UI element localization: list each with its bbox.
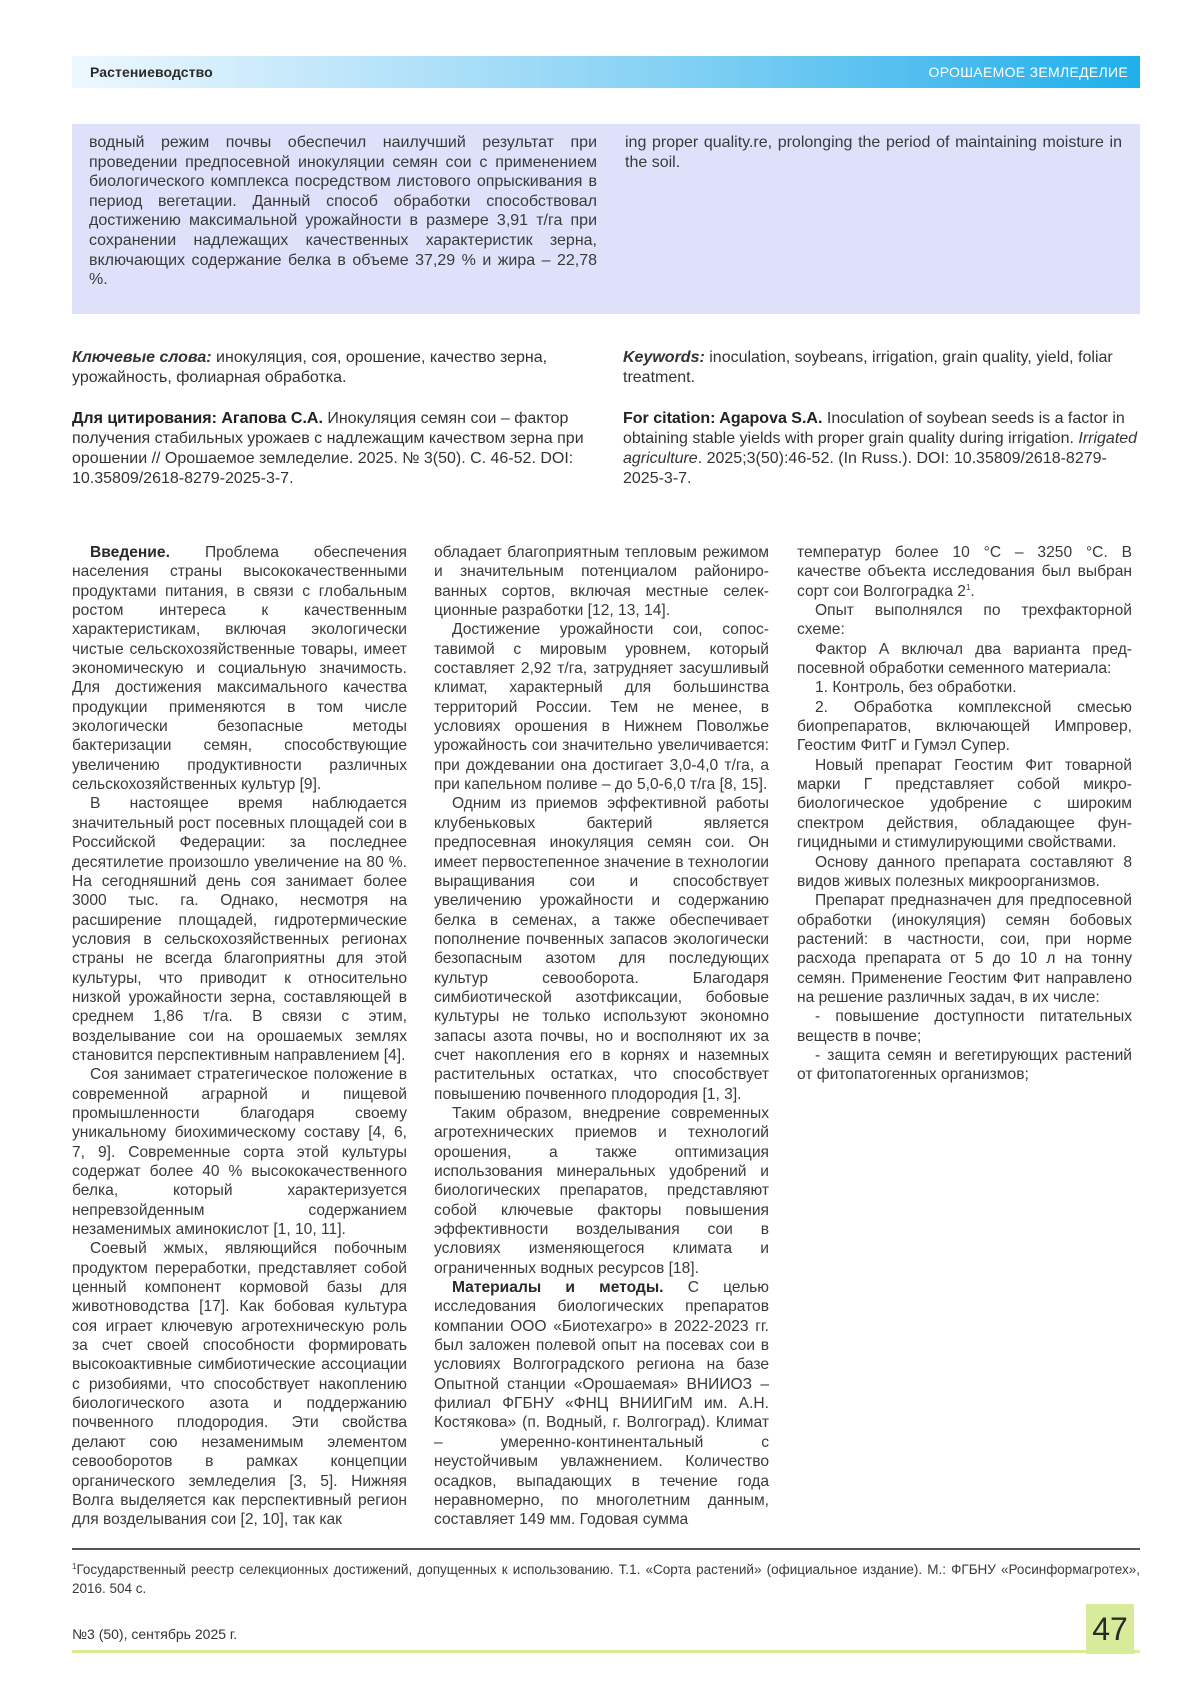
methods-paragraph: Материалы и методы. С целью исследования биологических препаратов компании ООО «Биотехагро» в 2022-2023 гг. был заложен полевой опыт на посевах сои в условиях Волгоградского региона на базе Опытной станции «Орошаемая» ВНИИОЗ – филиал ФГБНУ «ФНЦ ВНИИГиМ им. А.Н. Костякова» (п. Водный, г. Волгоград). Климат – умеренно-континентальный с неустойчивым увлажнением. Количество осадков, выпадающих в течение года неравномерно, по многолетним данным, составляет 149 мм. Годовая сумма (434, 1279, 769, 1529)
citation-en-text-1: Inoculation of soybean seeds is a factor in obtaining stable yields with proper grain quality during irrigation. (623, 410, 1125, 447)
intro-paragraph: Введение. Проблема обеспечения населения страны высококачественными продуктами питания, в связи с глобальным ростом интереса к качественным характеристикам, включая экологически чистые сельскохозяйственные товары, имеет экономическую и социальную значимость. Для достижения максимального качества продукции применяются в том числе экологически безопасные методы бактеризации семян, способствующие увеличению продуктивности различных сельскохозяйственных культур [9]. (72, 544, 407, 794)
page-number: 47 (1086, 1604, 1134, 1654)
paragraph: Одним из приемов эффективной работы клубеньковых бактерий является предпосевная инокуляция семян сои. Он имеет первостепенное значение в технологии выращивания сои и способствует увеличению урожайности и содержанию белка в семенах, а также обеспечивает пополнение почвенных запасов экологически безопасным азотом для последующих культур севооборота. Благодаря симбиотической азотфиксации, бобовые культуры не только используют экономно запасы азота почвы, но и восполняют их за счет накопления его в корнях и наземных растительных остатках, что способствует повышению почвенного плодородия [1, 3]. (434, 795, 769, 1103)
paragraph: 2. Обработка комплексной смесью биопрепаратов, включающей Импровер, Геостим ФитГ и Гумэл Супер. (797, 698, 1132, 755)
paragraph: Основу данного препарата составляют 8 видов живых полезных микроорганизмов. (797, 853, 1132, 890)
citation-en-text-2: . 2025;3(50):46-52. (In Russ.). DOI: 10.35809/2618-8279-2025-3-7. (623, 450, 1107, 487)
paragraph: 1. Контроль, без обработки. (815, 679, 1017, 697)
footnote (72, 1560, 1140, 1598)
citation-ru-label: Для цитирования: Агапова С.А. (72, 410, 323, 427)
footnote-marker: 1 (72, 1561, 77, 1571)
paragraph: Фактор А включал два варианта предпосевной обработки семенного материала: (797, 640, 1132, 678)
footnote-text: Государственный реестр селекционных достижений, допущенных к использованию. Т.1. «Сорта растений» (официальное издание). М.: ФГБНУ «Росинформагротех», 2016. 504 с. (72, 1562, 1140, 1596)
paragraph: В настоящее время наблюдается значительный рост посевных площадей сои в Российской Федерации: за последнее десятилетие произошло увеличение на 80 %. На сегодняшний день соя занимает более 3000 тыс. га. Однако, несмотря на расширение площадей, гидротермические условия в сельскохозяйственных регионах страны не всегда благоприятны для этой культуры, что приводит к относительно низкой урожайности зерна, составляющей в среднем 1,86 т/га. В связи с этим, возделывание сои на орошаемых землях становится перспективным направлением [4]. (72, 795, 407, 1064)
column-1 (72, 543, 407, 1530)
keywords-en (623, 348, 1143, 388)
intro-heading: Введение. (90, 544, 170, 561)
paragraph: Достижение урожайности сои, сопоставимой с мировым уровнем, который составляет 2,92 т/га, затрудняет засушливый климат, характерный для большинства территорий России. Тем не менее, в условиях орошения в Нижнем Поволжье урожайность сои значительно увеличивается: при дождевании она достигает 3,0-4,0 т/га, а при капельном поливе – до 5,0-6,0 т/га [8, 15]. (434, 621, 769, 794)
keywords-en-label: Keywords: (623, 349, 705, 366)
paragraph: Новый препарат Геостим Фит товарной марки Г представляет собой микробиологическое удобрение с широким спектром действия, обладающее фунгицидными и стимулирующими свойствами. (797, 756, 1132, 852)
running-header (72, 56, 1140, 88)
keywords-ru-text: инокуляция, соя, орошение, качество зерна, урожайность, фолиарная обработка. (72, 349, 548, 386)
footer-rule (72, 1650, 1140, 1653)
paragraph: Соя занимает стратегическое положение в современной аграрной и пищевой промышленности благодаря своему уникальному биохимическому составу [4, 6, 7, 9]. Современные сорта этой культуры содержат более 40 % высококачественного белка, который характеризуется непревзойденным содержанием незаменимых аминокислот [1, 10, 11]. (72, 1066, 407, 1239)
abstract-en-tail: ing proper quality.re, prolonging the period of maintaining moisture in the soil. (625, 134, 1122, 171)
journal-title: ОРОШАЕМОЕ ЗЕМЛЕДЕЛИЕ (928, 64, 1128, 80)
footnote-divider (72, 1548, 1140, 1550)
citation-en-label: For citation: Agapova S.A. (623, 410, 823, 427)
paragraph: обладает благоприятным тепловым режимом и значительным потенциалом районированных сортов, включая местные селекционные разработки [12, 13, 14]. (434, 544, 769, 620)
citation-en-journal: Irrigated agriculture (623, 430, 1138, 467)
methods-paragraph: температур более 10 °С – 3250 °С. В качестве объекта исследования был выбран сорт сои Волгоградка $2^1$. (797, 544, 1132, 600)
citation-ru-text: Инокуляция семян сои – фактор получения стабильных урожаев с надлежащим качеством зерна при орошении // Орошаемое земледелие. 2025. № 3(50). С. 46-52. DOI: 10.35809/2618-8279-2025-3-7. (72, 410, 584, 487)
paragraph: Таким образом, внедрение современных агротехнических приемов и технологий орошения, а также оптимизация использования минеральных удобрений и биологических препаратов, представляют собой ключевые факторы повышения эффективности возделывания сои в условиях изменяющегося климата и ограниченных водных ресурсов [18]. (434, 1104, 769, 1277)
issue-info: №3 (50), сентябрь 2025 г. (72, 1626, 238, 1642)
paragraph: - повышение доступности питательных веществ в почве; (797, 1008, 1132, 1045)
paragraph: Препарат предназначен для предпосевной обработки (инокуляция) семян бобовых растений: в частности, сои, при норме расхода препарата от 5 до 10 л на тонну семян. Применение Геостим Фит направлено на решение различных задач, в их числе: (797, 892, 1132, 1006)
keywords-en-text: inoculation, soybeans, irrigation, grain quality, yield, foliar treatment. (623, 349, 1113, 386)
paragraph: - защита семян и вегетирующих растений от фитопатогенных организмов; (797, 1046, 1132, 1084)
section-title: Растениеводство (90, 64, 213, 80)
paragraph: Опыт выполнялся по трехфакторной схеме: (797, 602, 1132, 639)
abstract-box (72, 124, 1140, 314)
citation-ru (72, 409, 592, 489)
abstract-ru-tail: водный режим почвы обеспечил наилучший результат при проведении предпосевной инокуляции семян сои с применением биологического комплекса посредством листового опрыскивания в период вегетации. Данный способ обработки способствовал достижению максимальной урожайности в размере 3,91 т/га при сохранении надлежащих качественных характеристик зерна, включающих содержание белка в объеме 37,29 % и жира – 22,78 %. (89, 134, 597, 289)
citation-en (623, 409, 1143, 489)
methods-heading: Материалы и методы. (452, 1279, 664, 1297)
footnote-ref: 1 (965, 582, 971, 592)
keywords-ru-label: Ключевые слова: (72, 349, 212, 366)
column-2 (434, 543, 769, 1530)
paragraph: Соевый жмых, являющийся побочным продуктом переработки, представляет собой ценный компонент кормовой базы для животноводства [17]. Как бобовая культура соя играет ключевую агротехническую роль за счет своей способности формировать высокоактивные симбиотические ассоциации с ризобиями, что способствует накоплению биологического азота и поддержанию почвенного плодородия. Эти свойства делают сою незаменимым элементом севооборотов в рамках концепции органического земледелия [3, 5]. Нижняя Волга выделяется как перспективный регион для возделывания сои [2, 10], так как (72, 1240, 407, 1529)
column-3 (797, 543, 1132, 1085)
keywords-ru (72, 348, 592, 388)
